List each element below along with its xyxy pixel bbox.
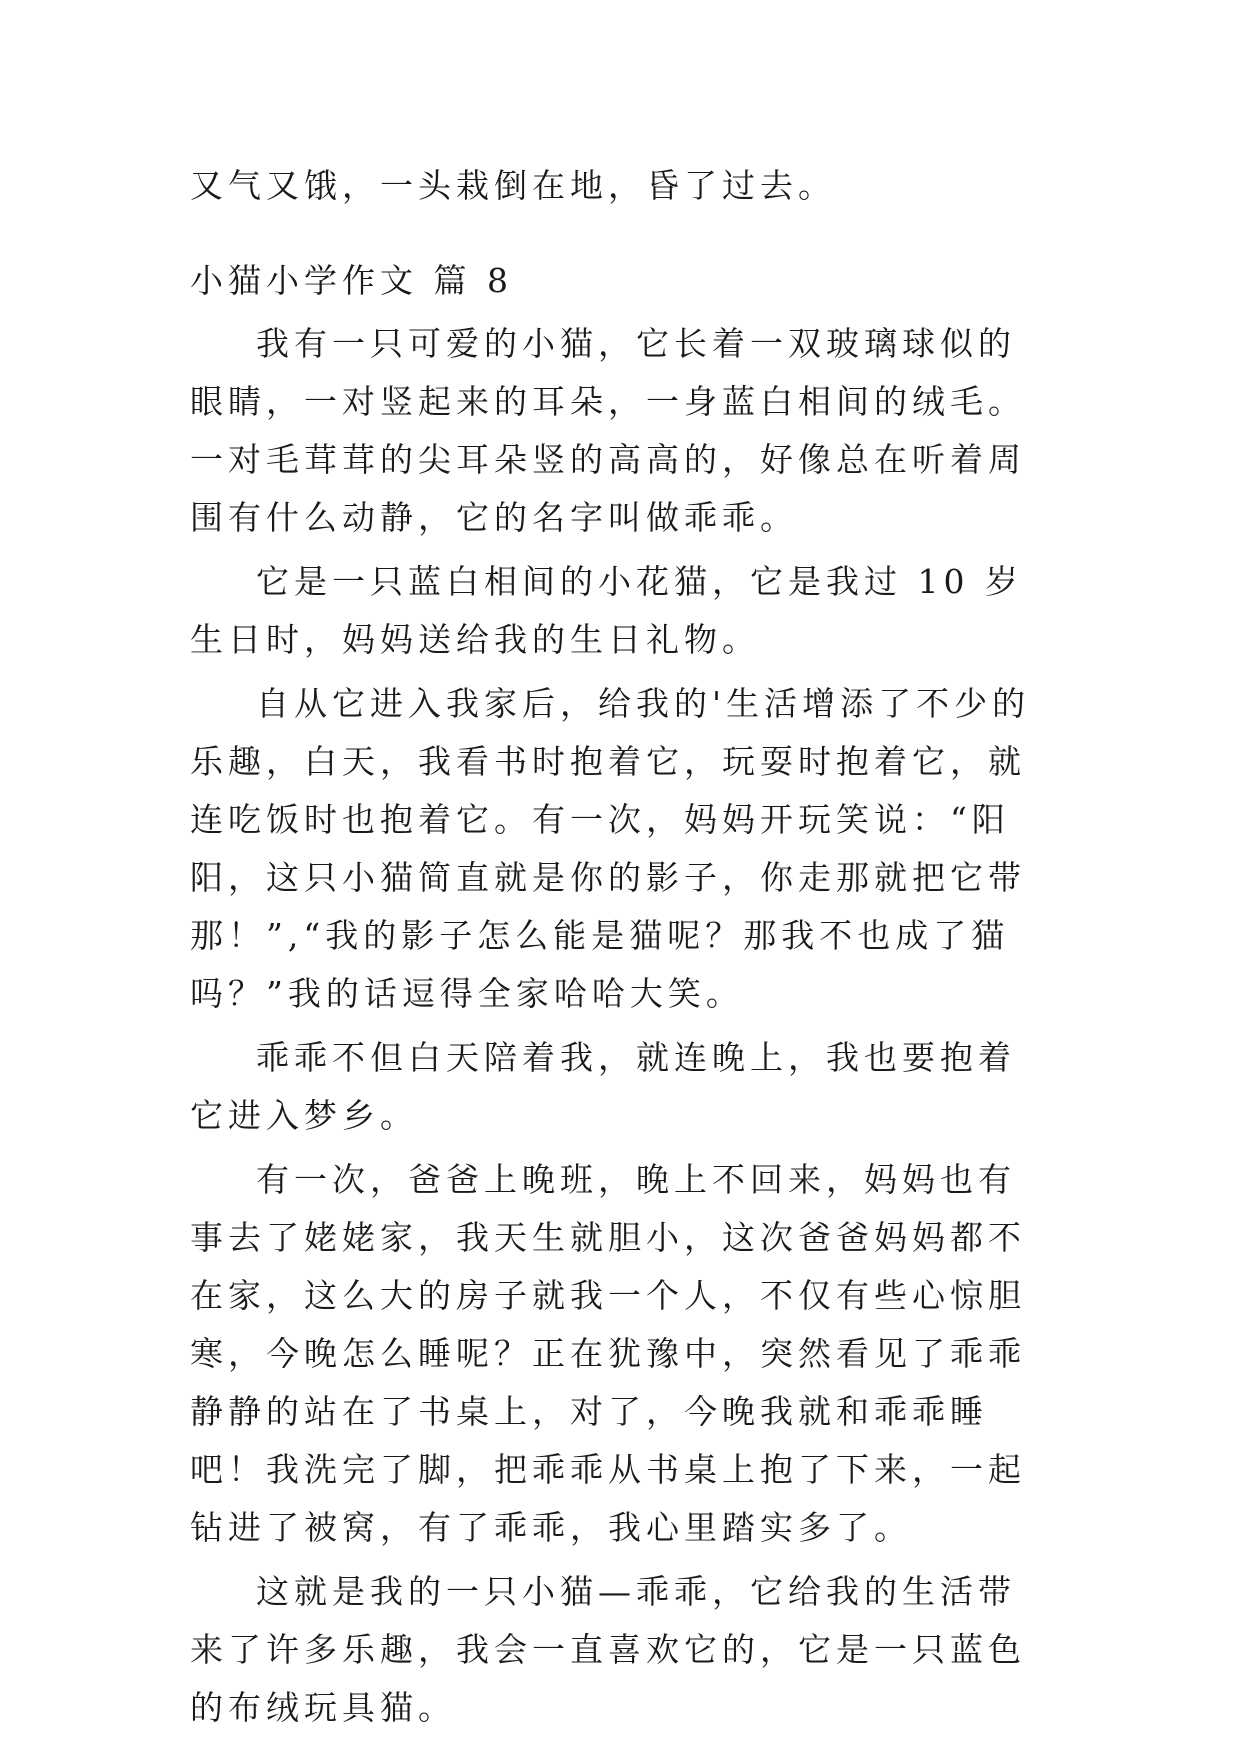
article-paragraph: 这就是我的一只小猫—乖乖，它给我的生活带来了许多乐趣，我会一直喜欢它的，它是一只蓝色的布绒玩具猫。 [190,1572,1026,1727]
previous-article-tail: 又气又饿，一头栽倒在地，昏了过去。 [190,166,836,205]
article-paragraph: 自从它进入我家后，给我的'生活增添了不少的乐趣，白天，我看书时抱着它，玩耍时抱着它，就连吃饭时也抱着它。有一次，妈妈开玩笑说：“阳阳，这只小猫简直就是你的影子，你走那就把它带那！”,“我的影子怎么能是猫呢？那我不也成了猫吗？”我的话逗得全家哈哈大笑。 [190,684,1031,1013]
article-paragraph: 它是一只蓝白相间的小花猫，它是我过 10 岁生日时，妈妈送给我的生日礼物。 [190,562,1023,659]
article-paragraph: 乖乖不但白天陪着我，就连晚上，我也要抱着它进入梦乡。 [190,1038,1016,1135]
article [190,252,1050,1743]
article-paragraph: 有一次，爸爸上晚班，晚上不回来，妈妈也有事去了姥姥家，我天生就胆小，这次爸爸妈妈都不在家，这么大的房子就我一个人，不仅有些心惊胆寒，今晚怎么睡呢？正在犹豫中，突然看见了乖乖静静的站在了书桌上，对了，今晚我就和乖乖睡吧！我洗完了脚，把乖乖从书桌上抱了下来，一起钻进了被窝，有了乖乖，我心里踏实多了。 [190,1160,1026,1547]
article-title: 小猫小学作文 篇 8 [190,261,513,300]
article-paragraph: 我有一只可爱的小猫，它长着一双玻璃球似的眼睛，一对竖起来的耳朵，一身蓝白相间的绒毛。一对毛茸茸的尖耳朵竖的高高的，好像总在听着周围有什么动静，它的名字叫做乖乖。 [190,324,1026,537]
